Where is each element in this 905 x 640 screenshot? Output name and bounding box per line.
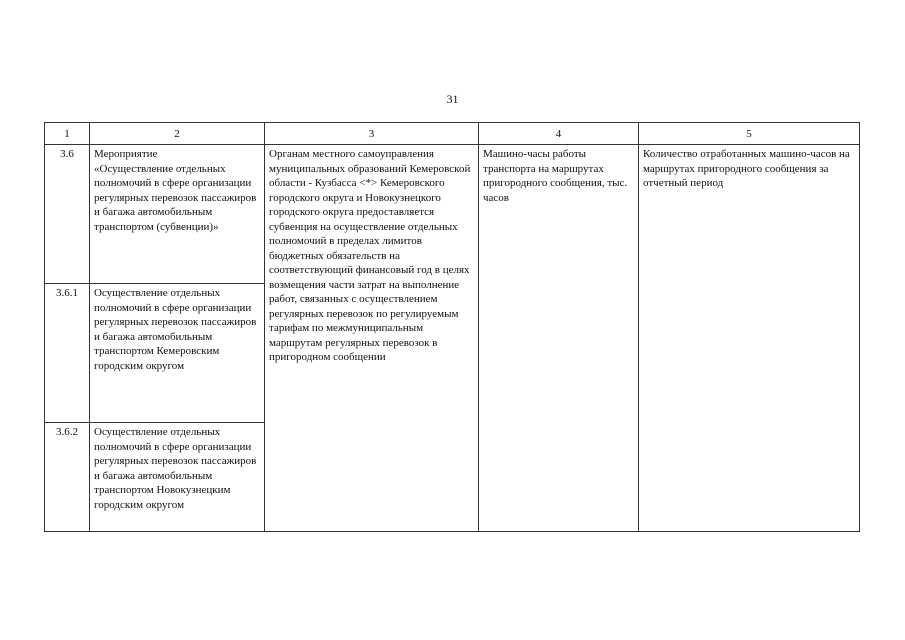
page-number: 31 <box>446 92 459 106</box>
calculation-method: Количество отработанных машино-часов на маршрутах пригородного сообщения за отчетный период <box>639 145 860 532</box>
header-row <box>45 123 860 145</box>
measure-name: Осуществление отдельных полномочий в сфере организации регулярных перевозок пассажиров и багажа автомобильным транспортом Новокузнецким городским округом <box>90 423 265 532</box>
measures-table <box>44 122 860 532</box>
table-row <box>45 145 860 284</box>
row-number: 3.6 <box>45 145 90 284</box>
column-header-4: 4 <box>479 123 639 145</box>
column-header-3: 3 <box>265 123 479 145</box>
measure-name: Мероприятие «Осуществление отдельных полномочий в сфере организации регулярных перевозок пассажиров и багажа автомобильным транспортом (субвенции)» <box>90 145 265 284</box>
column-header-1: 1 <box>45 123 90 145</box>
row-number: 3.6.1 <box>45 284 90 423</box>
column-header-5: 5 <box>639 123 860 145</box>
row-number: 3.6.2 <box>45 423 90 532</box>
measure-name: Осуществление отдельных полномочий в сфере организации регулярных перевозок пассажиров и багажа автомобильным транспортом Кемеровским городским округом <box>90 284 265 423</box>
column-header-2: 2 <box>90 123 265 145</box>
measure-description: Органам местного самоуправления муниципальных образований Кемеровской области - Кузбасса <*> Кемеровского городского округа и Новокузнецкого городского округа предоставляется субвенция на осуществление отдельных полномочий в пределах лимитов бюджетных обязательств на соответствующий финансовый год в целях возмещения части затрат на выполнение работ, связанных с осуществлением регулярных перевозок по регулируемым тарифам по межмуниципальным маршрутам регулярных перевозок в пригородном сообщении <box>265 145 479 532</box>
indicator-name: Машино-часы работы транспорта на маршрутах пригородного сообщения, тыс. часов <box>479 145 639 532</box>
